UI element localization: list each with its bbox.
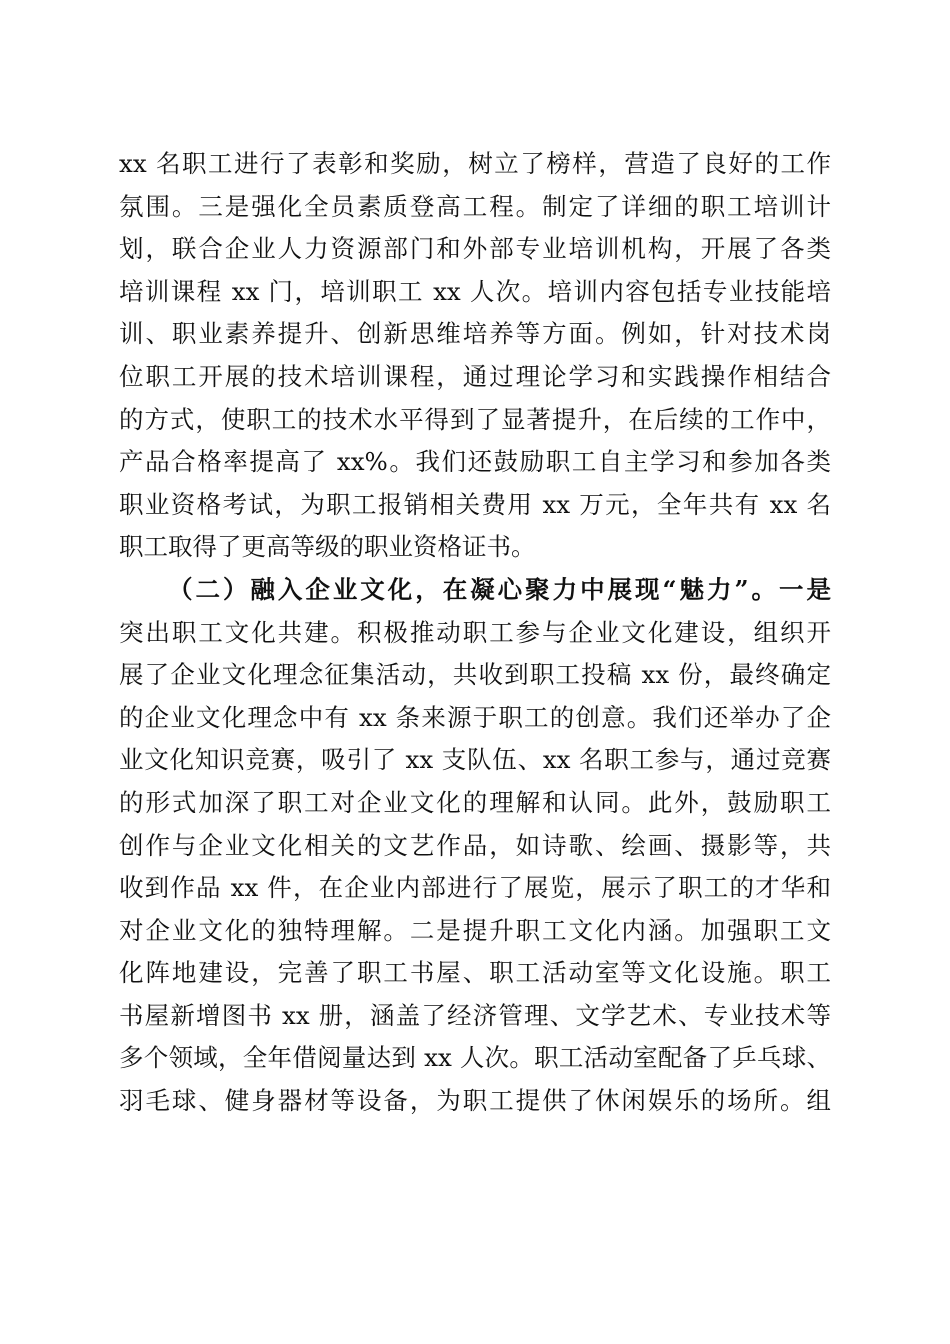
text-line: 化阵地建设，完善了职工书屋、职工活动室等文化设施。职工 [119, 958, 831, 988]
body-text [119, 143, 831, 1123]
text-line: 的企业文化理念中有 xx 条来源于职工的创意。我们还举办了企 [119, 702, 831, 732]
text-line: 位职工开展的技术培训课程，通过理论学习和实践操作相结合 [119, 361, 831, 391]
text-line: 羽毛球、健身器材等设备，为职工提供了休闲娱乐的场所。组 [119, 1086, 831, 1116]
text-line: 训、职业素养提升、创新思维培养等方面。例如，针对技术岗 [119, 319, 831, 349]
text-line: 创作与企业文化相关的文艺作品，如诗歌、绘画、摄影等，共 [119, 830, 831, 860]
text-line: 氛围。三是强化全员素质登高工程。制定了详细的职工培训计 [119, 191, 831, 221]
text-line: 展了企业文化理念征集活动，共收到职工投稿 xx 份，最终确定 [119, 660, 831, 690]
text-line: 职工取得了更高等级的职业资格证书。 [119, 532, 536, 562]
text-line: 突出职工文化共建。积极推动职工参与企业文化建设，组织开 [119, 617, 831, 647]
text-line: 书屋新增图书 xx 册，涵盖了经济管理、文学艺术、专业技术等 [119, 1000, 831, 1030]
text-line: 对企业文化的独特理解。二是提升职工文化内涵。加强职工文 [119, 915, 831, 945]
text-line: 培训课程 xx 门，培训职工 xx 人次。培训内容包括专业技能培 [119, 276, 831, 306]
section-heading-line: （二）融入企业文化，在凝心聚力中展现“魅力”。一是 [168, 574, 831, 604]
text-line: 的形式加深了职工对企业文化的理解和认同。此外，鼓励职工 [119, 787, 831, 817]
text-line: 职业资格考试，为职工报销相关费用 xx 万元，全年共有 xx 名 [119, 489, 831, 519]
text-line: xx 名职工进行了表彰和奖励，树立了榜样，营造了良好的工作 [119, 149, 831, 178]
text-line: 划，联合企业人力资源部门和外部专业培训机构，开展了各类 [119, 234, 831, 264]
text-line: 的方式，使职工的技术水平得到了显著提升，在后续的工作中， [119, 404, 831, 434]
text-line: 多个领域，全年借阅量达到 xx 人次。职工活动室配备了乒乓球、 [119, 1043, 831, 1073]
text-line: 业文化知识竞赛，吸引了 xx 支队伍、xx 名职工参与，通过竞赛 [119, 745, 831, 775]
text-line: 产品合格率提高了 xx%。我们还鼓励职工自主学习和参加各类 [119, 447, 831, 477]
text-line: 收到作品 xx 件，在企业内部进行了展览，展示了职工的才华和 [119, 873, 831, 903]
